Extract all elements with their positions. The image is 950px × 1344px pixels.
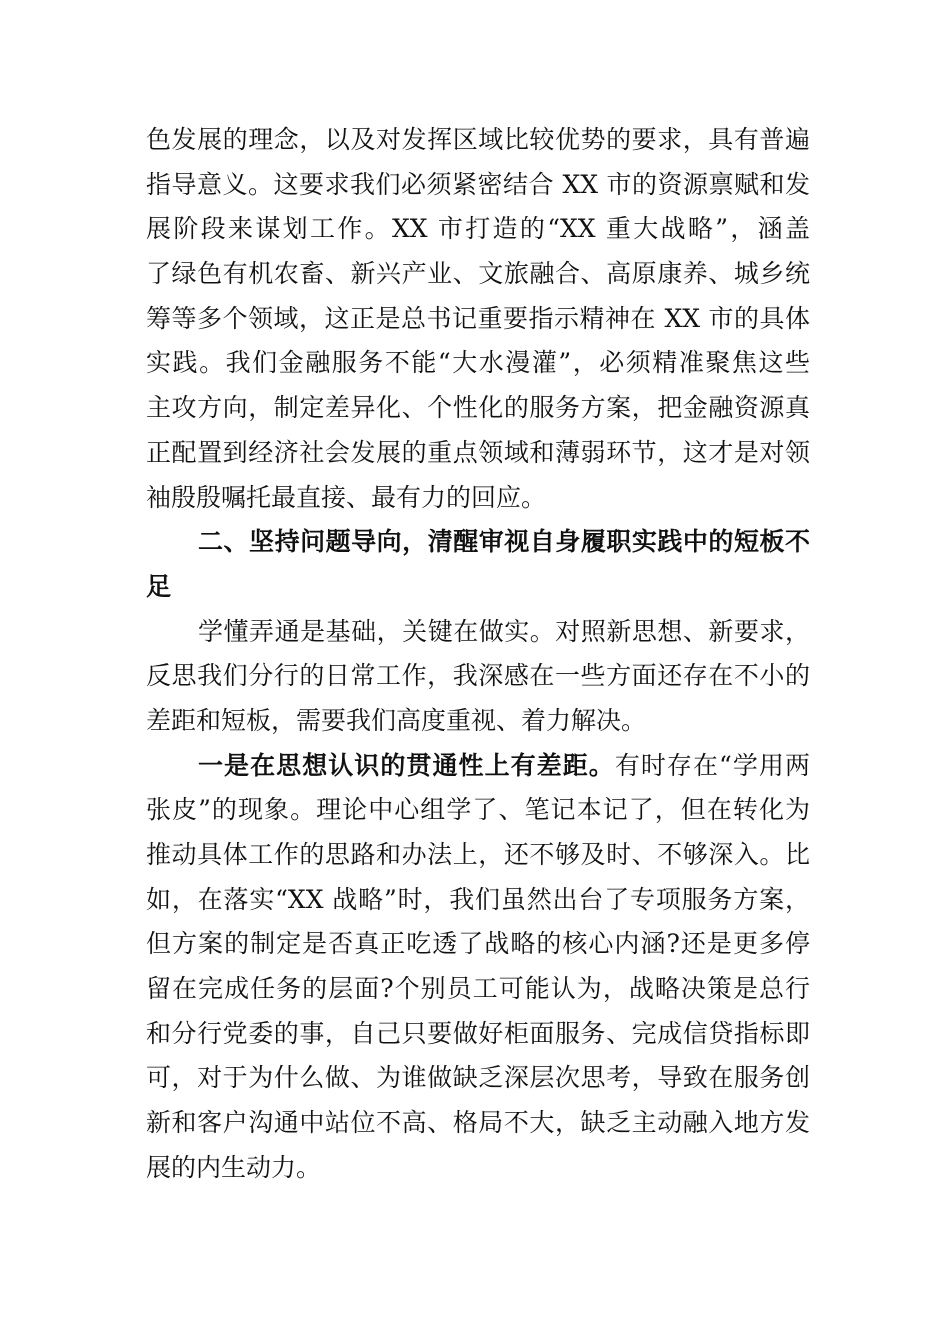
text-line: 推动具体工作的思路和办法上，还不够及时、不够深入。比: [146, 840, 810, 869]
text-line: 展的内生动力。: [146, 1152, 322, 1182]
text-line: 新和客户沟通中站位不高、格局不大，缺乏主动融入地方发: [146, 1108, 810, 1138]
heading-line: 足: [146, 571, 172, 601]
text-line: 袖殷殷嘱托最直接、最有力的回应。: [146, 482, 547, 512]
text-line: 了绿色有机农畜、新兴产业、文旅融合、高原康养、城乡统: [146, 259, 810, 289]
text-line: 留在完成任务的层面?个别员工可能认为，战略决策是总行: [146, 974, 810, 1004]
text-line: 张皮”的现象。理论中心组学了、笔记本记了，但在转化为: [146, 795, 810, 825]
text-line: 展阶段来谋划工作。XX 市打造的“XX 重大战略”，涵盖: [146, 214, 810, 244]
document-page: [146, 118, 810, 1191]
text-line: 但方案的制定是否真正吃透了战略的核心内涵?还是更多停: [146, 929, 810, 959]
text-line: 反思我们分行的日常工作，我深感在一些方面还存在不小的: [146, 661, 810, 691]
text-line: 学懂弄通是基础，关键在做实。对照新思想、新要求，: [198, 616, 810, 646]
lead-rest: 有时存在“学用两: [614, 750, 810, 780]
section-heading: [146, 520, 810, 609]
text-line: 实践。我们金融服务不能“大水漫灌”，必须精准聚焦这些: [146, 348, 810, 378]
text-line: 如，在落实“XX 战略”时，我们虽然出台了专项服务方案，: [146, 884, 810, 914]
paragraph-continuation: [146, 118, 810, 520]
text-line-lead: [146, 744, 810, 789]
paragraph-point-one: [146, 744, 810, 1191]
paragraph-intro: [146, 610, 810, 744]
text-line: 筹等多个领域，这正是总书记重要指示精神在 XX 市的具体: [146, 303, 810, 333]
text-line: 指导意义。这要求我们必须紧密结合 XX 市的资源禀赋和发: [146, 169, 810, 199]
text-line: 和分行党委的事，自己只要做好柜面服务、完成信贷指标即: [146, 1018, 810, 1048]
text-line: 差距和短板，需要我们高度重视、着力解决。: [146, 705, 647, 735]
text-line: 主攻方向，制定差异化、个性化的服务方案，把金融资源真: [146, 393, 810, 423]
heading-line: 二、坚持问题导向，清醒审视自身履职实践中的短板不: [198, 527, 810, 557]
bold-lead: 一是在思想认识的贯通性上有差距。: [198, 750, 615, 780]
text-line: 可，对于为什么做、为谁做缺乏深层次思考，导致在服务创: [146, 1063, 810, 1093]
text-line: 正配置到经济社会发展的重点领域和薄弱环节，这才是对领: [146, 437, 810, 467]
text-line: 色发展的理念，以及对发挥区域比较优势的要求，具有普遍: [146, 125, 810, 154]
